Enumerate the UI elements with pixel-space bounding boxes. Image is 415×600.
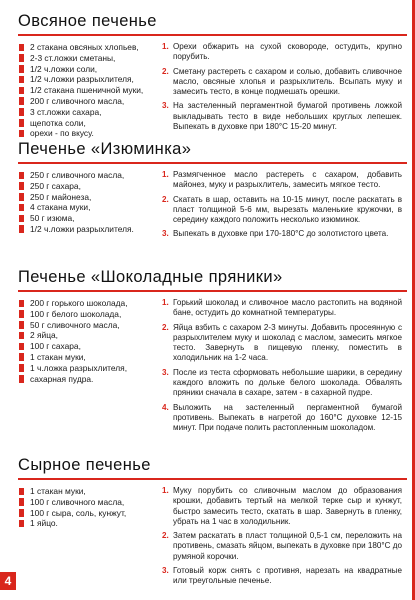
ingredient-item: 1/2 стакана пшеничной муки,	[18, 85, 152, 96]
bullet-square-icon	[19, 130, 24, 138]
bullet-square-icon	[19, 300, 24, 308]
step-item: 1. Горький шоколад и сливочное масло растопить на водяной бане, остудить до комнатной температуры.	[162, 298, 402, 318]
ingredient-item: 2-3 ст.ложки сметаны,	[18, 53, 152, 64]
ingredient-item: орехи - по вкусу.	[18, 128, 152, 139]
bullet-square-icon	[19, 353, 24, 361]
step-item: 3. После из теста сформовать небольшие шарики, в середину каждого вложить по дольке белого шоколада. Обвалять пряники сначала в сахаре, затем - в сахарной пудре.	[162, 367, 402, 398]
recipe-title: Овсяное печенье	[18, 12, 157, 30]
recipe-title: Печенье «Изюминка»	[18, 140, 192, 158]
title-underline	[18, 34, 407, 36]
bullet-square-icon	[19, 193, 24, 201]
bullet-square-icon	[19, 520, 24, 528]
step-item: 2. Яйца взбить с сахаром 2-3 минуты. Добавить просеянную с разрыхлителем муку и шоколад с маслом, замесить мягкое тесто. Завернуть в пищевую пленку, поместить в холодильник на 1-2 часа.	[162, 322, 402, 363]
recipe-title: Печенье «Шоколадные пряники»	[18, 268, 283, 286]
ingredient-item: 250 г сливочного масла,	[18, 170, 152, 181]
bullet-square-icon	[19, 310, 24, 318]
bullet-square-icon	[19, 65, 24, 73]
ingredient-item: 50 г изюма,	[18, 213, 152, 224]
bullet-square-icon	[19, 375, 24, 383]
bullet-square-icon	[19, 498, 24, 506]
ingredient-item: 1 стакан муки,	[18, 486, 152, 497]
title-underline	[18, 162, 407, 164]
ingredients-list	[18, 486, 152, 529]
bullet-square-icon	[19, 97, 24, 105]
bullet-square-icon	[19, 509, 24, 517]
step-item: 1. Размягченное масло растереть с сахаром, добавить майонез, муку и разрыхлитель, замесить мягкое тесто.	[162, 170, 402, 190]
ingredient-item: щепотка соли,	[18, 118, 152, 129]
ingredient-item: сахарная пудра.	[18, 374, 152, 385]
step-item: 2. Затем раскатать в пласт толщиной 0,5-1 см, переложить на противень, смазать яйцом, выпекать в духовке при 180°С до румяной корочки.	[162, 531, 402, 561]
ingredient-item: 3 ст.ложки сахара,	[18, 107, 152, 118]
ingredient-item: 200 г сливочного масла,	[18, 96, 152, 107]
step-item: 3. Готовый корж снять с противня, нарезать на квадратные или треугольные печенье.	[162, 566, 402, 586]
bullet-square-icon	[19, 343, 24, 351]
ingredient-item: 250 г майонеза,	[18, 192, 152, 203]
bullet-square-icon	[19, 76, 24, 84]
step-item: 1. Орехи обжарить на сухой сковороде, остудить, крупно порубить.	[162, 42, 402, 62]
bullet-square-icon	[19, 54, 24, 62]
ingredient-item: 4 стакана муки,	[18, 202, 152, 213]
ingredient-item: 100 г сыра, соль, кунжут,	[18, 508, 152, 519]
page-number: 4	[0, 572, 16, 590]
ingredient-item: 2 яйца,	[18, 330, 152, 341]
step-item: 2. Сметану растереть с сахаром и солью, добавить сливочное масло, овсяные хлопья и разрыхлитель. Всыпать муку и замесить тесто, в конце подмешать орешки.	[162, 66, 402, 97]
steps-list	[162, 486, 402, 587]
bullet-square-icon	[19, 332, 24, 340]
step-item: 2. Скатать в шар, оставить на 10-15 минут, после раскатать в пласт толщиной 5-6 мм, вырезать маленькие кружочки, в середину каждого положить несколько изюминок.	[162, 194, 402, 225]
bullet-square-icon	[19, 488, 24, 496]
step-item: 1. Муку порубить со сливочным маслом до образования крошки, добавить тертый на мелкой терке сыр и кунжут, быстро замесить тесто, скатать в шар. Завернуть в пленку, убрать на 1 час в холодильник.	[162, 486, 402, 526]
ingredient-item: 2 стакана овсяных хлопьев,	[18, 42, 152, 53]
ingredient-item: 1/2 ч.ложки соли,	[18, 64, 152, 75]
bullet-square-icon	[19, 364, 24, 372]
ingredient-item: 1 ч.ложка разрыхлителя,	[18, 363, 152, 374]
ingredient-item: 100 г сливочного масла,	[18, 497, 152, 508]
steps-list	[162, 298, 402, 434]
bullet-square-icon	[19, 321, 24, 329]
bullet-square-icon	[19, 182, 24, 190]
title-underline	[18, 478, 407, 480]
steps-list	[162, 42, 402, 132]
ingredient-item: 1 стакан муки,	[18, 352, 152, 363]
bullet-square-icon	[19, 108, 24, 116]
step-item: 3. На застеленный пергаментной бумагой противень ложкой выкладывать тесто в виде небольших круглых лепешек. Выпекать в духовке при 180°С 15-20 минут.	[162, 101, 402, 132]
bullet-square-icon	[19, 87, 24, 95]
bullet-square-icon	[19, 225, 24, 233]
ingredients-list	[18, 170, 152, 235]
bullet-square-icon	[19, 172, 24, 180]
steps-list	[162, 170, 402, 240]
bullet-square-icon	[19, 44, 24, 52]
ingredients-list	[18, 298, 152, 384]
ingredient-item: 50 г сливочного масла,	[18, 320, 152, 331]
recipe-title: Сырное печенье	[18, 456, 151, 474]
ingredients-list	[18, 42, 152, 139]
step-item: 3. Выпекать в духовке при 170-180°С до золотистого цвета.	[162, 229, 389, 239]
ingredient-item: 200 г горького шоколада,	[18, 298, 152, 309]
ingredient-item: 1 яйцо.	[18, 518, 152, 529]
ingredient-item: 1/2 ч.ложки разрыхлителя.	[18, 224, 152, 235]
ingredient-item: 100 г сахара,	[18, 341, 152, 352]
ingredient-item: 250 г сахара,	[18, 181, 152, 192]
step-item: 4. Выложить на застеленный пергаментной бумагой противень. Выпекать в нагретой до 160°С духовке 12-15 минут. При подаче полить растопленным шоколадом.	[162, 402, 402, 433]
ingredient-item: 1/2 ч.ложки разрыхлителя,	[18, 74, 152, 85]
title-underline	[18, 290, 407, 292]
bullet-square-icon	[19, 119, 24, 127]
bullet-square-icon	[19, 204, 24, 212]
ingredient-item: 100 г белого шоколада,	[18, 309, 152, 320]
bullet-square-icon	[19, 215, 24, 223]
